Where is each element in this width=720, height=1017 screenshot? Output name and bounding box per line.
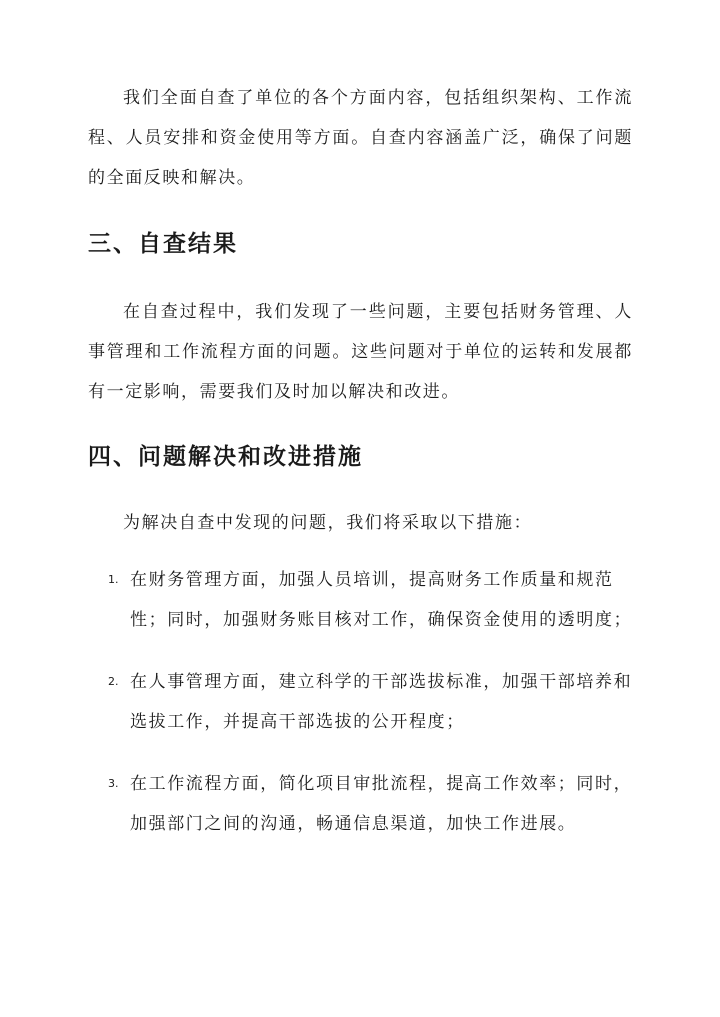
results-heading: 三、自查结果 — [88, 231, 238, 257]
list-item-text: 在工作流程方面，简化项目审批流程，提高工作效率；同时，加强部门之间的沟通，畅通信息渠道，加快工作进展。 — [130, 774, 633, 834]
list-item-text: 在财务管理方面，加强人员培训，提高财务工作质量和规范性；同时，加强财务账目核对工作，确保资金使用的透明度； — [130, 570, 633, 630]
results-paragraph: 在自查过程中，我们发现了一些问题，主要包括财务管理、人事管理和工作流程方面的问题。这些问题对于单位的运转和发展都有一定影响，需要我们及时加以解决和改进。 — [88, 302, 633, 402]
list-item — [88, 662, 633, 742]
measures-heading: 四、问题解决和改进措施 — [88, 444, 363, 470]
list-item-number: 3. — [108, 777, 119, 790]
measures-intro: 为解决自查中发现的问题，我们将采取以下措施： — [123, 513, 533, 533]
list-item-text: 在人事管理方面，建立科学的干部选拔标准，加强干部培养和选拔工作，并提高干部选拔的公开程度； — [130, 672, 633, 732]
list-item — [88, 560, 633, 640]
scope-paragraph: 我们全面自查了单位的各个方面内容，包括组织架构、工作流程、人员安排和资金使用等方面。自查内容涵盖广泛，确保了问题的全面反映和解决。 — [88, 88, 633, 188]
list-item — [88, 764, 633, 844]
list-item-number: 2. — [108, 675, 119, 688]
measures-list — [88, 560, 633, 866]
list-item-number: 1. — [108, 573, 119, 586]
